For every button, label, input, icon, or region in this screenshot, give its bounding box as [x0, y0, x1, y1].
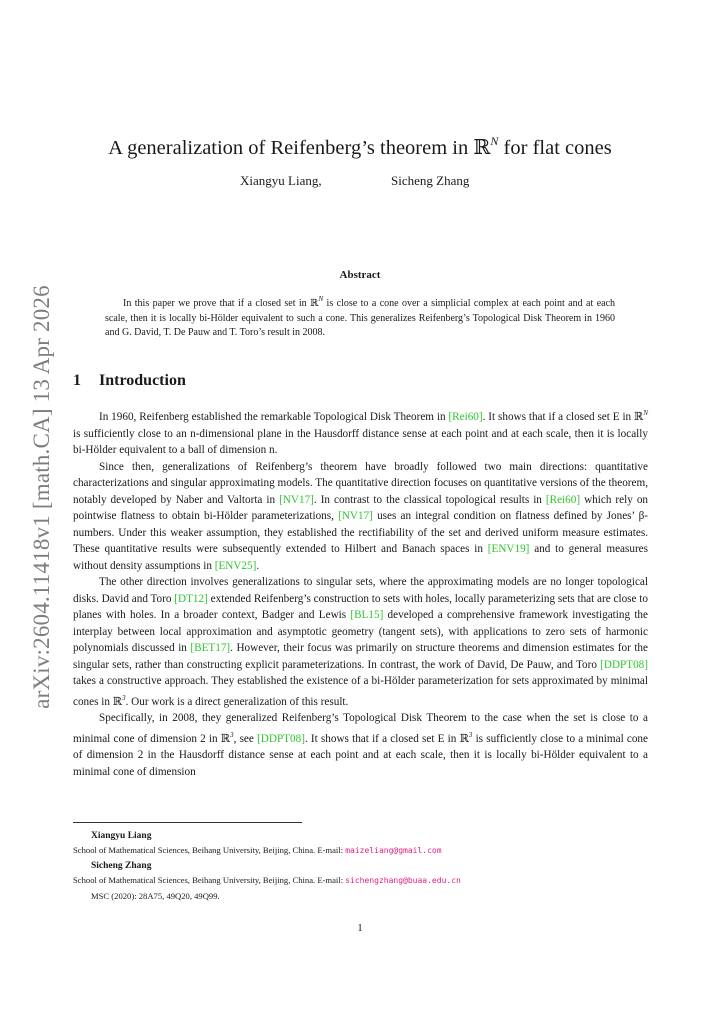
- email-link[interactable]: sichengzhang@buaa.edu.cn: [345, 876, 461, 886]
- paragraph: In 1960, Reifenberg established the remarkable Topological Disk Theorem in [Rei60]. It shows that if a closed set E in ℝ$^N$ is sufficiently close to an n-dimensional plane in the Hausdorff distance sense at each point and at each scale, then it is locally bi-Hölder equivalent to a ball of dimension n.: [73, 409, 648, 456]
- author-name: Sicheng Zhang: [391, 173, 470, 188]
- citation-link[interactable]: [Rei60]: [448, 411, 483, 423]
- footnote-affiliation: School of Mathematical Sciences, Beihang University, Beijing, China. E-mail: maizeliang@gmail.com: [73, 845, 442, 856]
- citation-link[interactable]: [Rei60]: [545, 493, 581, 506]
- abstract-heading: Abstract: [339, 269, 381, 281]
- paragraph: Since then, generalizations of Reifenberg’s theorem have broadly followed two main directions: quantitative characterizations and singular approximating models. The quantitative direction focuses on quantitative versions of the theorem, notably developed by Naber and Valtorta in [NV17]. In contrast to the classical topological results in [Rei60] which rely on pointwise flatness to obtain bi-Hölder parameterizations, [NV17] uses an integral condition on flatness defined by Jones’ β-numbers. Under this weaker assumption, they established the rectifiability of the set and derived uniform measure estimates. These quantitative results were subsequently extended to Hilbert and Banach spaces in [ENV19] and to general measures without density assumptions in [ENV25].: [73, 460, 649, 572]
- citation-link[interactable]: [DDPT08]: [257, 732, 305, 745]
- citation-link[interactable]: [NV17]: [279, 493, 314, 506]
- body-text: [73, 405, 648, 780]
- msc-classification: MSC (2020): 28A75, 49Q20, 49Q99.: [91, 890, 220, 901]
- footnote-author-name: Sicheng Zhang: [91, 860, 152, 871]
- paper-title: A generalization of Reifenberg’s theorem in ℝ$^N$ for flat cones: [108, 134, 612, 159]
- citation-link[interactable]: [DDPT08]: [600, 658, 648, 671]
- citation-link[interactable]: [DT12]: [174, 592, 208, 605]
- abstract-body: In this paper we prove that if a closed set in ℝ$^N$ is close to a cone over a simplicial complex at each point and at each scale, then it is locally bi-Hölder equivalent to such a cone. This generalizes Reifenberg’s Topological Disk Theorem in 1960 and G. David, T. De Pauw and T. Toro’s result in 2008.: [105, 295, 616, 339]
- section-heading: [73, 372, 186, 390]
- footnote-divider: [73, 822, 302, 823]
- paragraph: Specifically, in 2008, they generalized Reifenberg’s Topological Disk Theorem to the case when the set is close to a minimal cone of dimension 2 in ℝ$^3$, see [DDPT08]. It shows that if a closed set E in ℝ$^3$ is sufficiently close to a minimal cone of dimension 2 in the Hausdorff distance sense at each point and at each scale, then it is locally bi-Hölder equivalent to a minimal cone of dimension: [73, 712, 648, 778]
- citation-link[interactable]: [BL15]: [350, 609, 384, 621]
- paragraph: The other direction involves generalizations to singular sets, where the approximating models are no longer topological disks. David and Toro [DT12] extended Reifenberg’s construction to sets with holes, locally parameterizing sets that are close to planes with holes. In a broader context, Badger and Lewis [BL15] developed a comprehensive framework investigating the interplay between local approximation and asymptotic geometry (tangent sets), with applications to zero sets of harmonic polynomials discussed in [BET17]. However, their focus was primarily on structure theorems and dimension estimates for the singular sets, rather than constructing explicit parameterizations. In contrast, the work of David, De Pauw, and Toro [DDPT08] takes a constructive approach. They established the existence of a bi-Hölder parameterization for sets approximated by minimal cones in ℝ$^3$. Our work is a direct generalization of this result.: [73, 576, 649, 708]
- arxiv-identifier: arXiv:2604.11418v1 [math.CA] 13 Apr 2026: [29, 285, 54, 709]
- citation-link[interactable]: [ENV25]: [214, 559, 257, 572]
- footnote-affiliation: School of Mathematical Sciences, Beihang University, Beijing, China. E-mail: sichengzhang@buaa.edu.cn: [73, 875, 461, 886]
- footnote-author-name: Xiangyu Liang: [91, 831, 152, 841]
- page-number: 1: [357, 922, 363, 934]
- author-name: Xiangyu Liang,: [240, 173, 322, 188]
- section-number: 1: [73, 372, 81, 389]
- footnotes: [73, 829, 648, 903]
- email-link[interactable]: maizeliang@gmail.com: [345, 846, 442, 856]
- citation-link[interactable]: [BET17]: [190, 642, 231, 654]
- citation-link[interactable]: [ENV19]: [487, 543, 530, 555]
- citation-link[interactable]: [NV17]: [338, 510, 373, 522]
- section-title: Introduction: [99, 372, 186, 389]
